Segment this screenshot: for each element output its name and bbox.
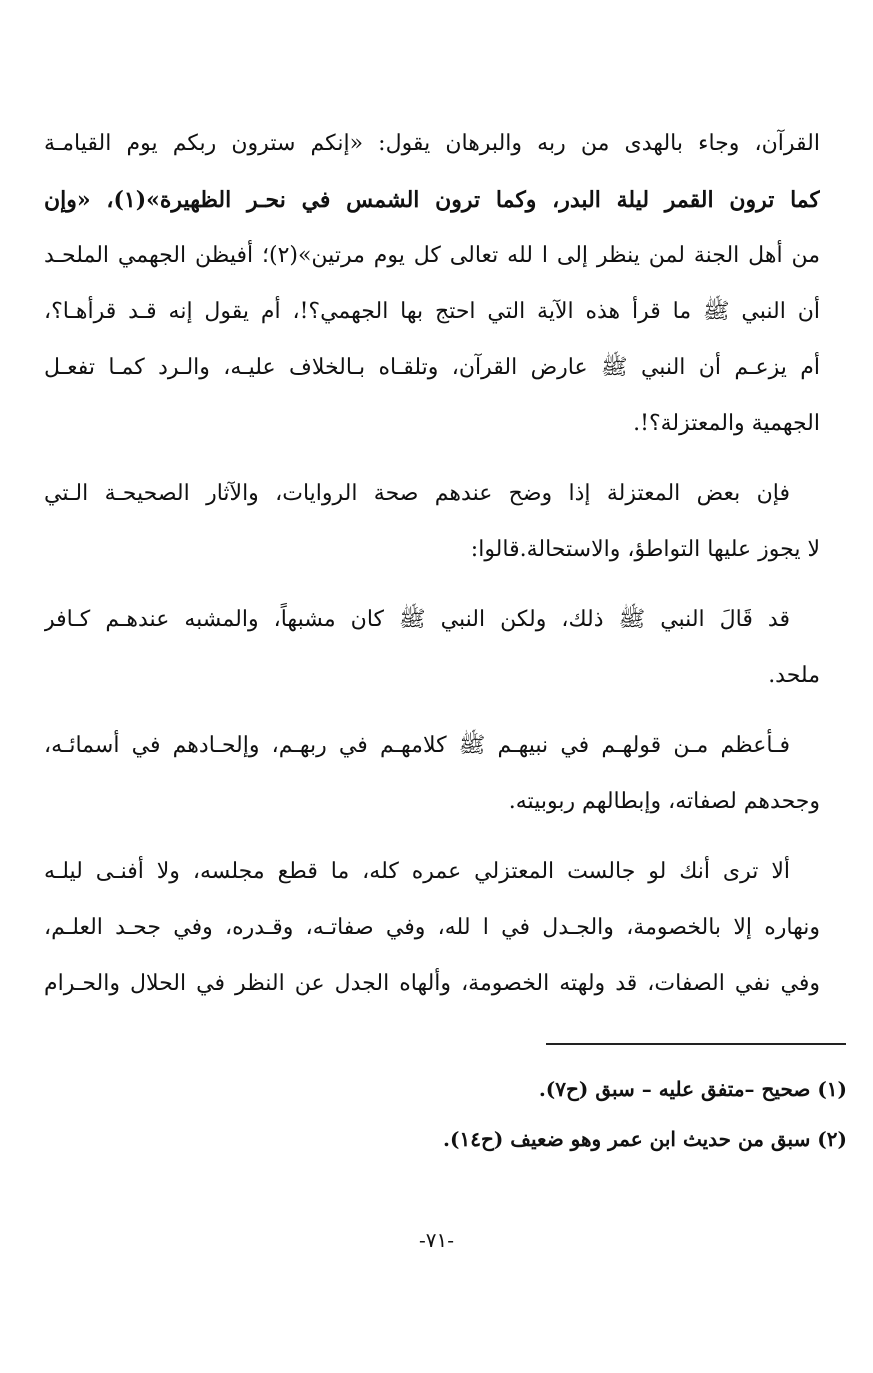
text-line: الجهمية والمعتزلة؟!. [633, 411, 820, 436]
page-number: -٧١- [418, 1228, 454, 1252]
text-line: فإن بعض المعتزلة إذا وضح عندهم صحة الروايات، والآثار الصحيحـة الـتي [44, 481, 790, 506]
text-line: القرآن، وجاء بالهدى من ربه والبرهان يقول: «إنكم سترون ربكم يوم القيامـة [44, 131, 820, 156]
text-line: قد قَالَ النبي ﷺ ذلك، ولكن النبي ﷺ كان مشبهاً، والمشبه عندهـم كـافر [44, 607, 790, 632]
footnote: (٢) سبق من حديث ابن عمر وهو ضعيف (ح١٤). [443, 1127, 847, 1151]
paragraph-gap [44, 830, 820, 844]
text-line: أم يزعـم أن النبي ﷺ عارض القرآن، وتلقـاه بـالخلاف عليـه، والـرد كمـا تفعـل [44, 355, 820, 380]
text-line: ونهاره إلا بالخصومة، والجـدل في ا لله، وفي صفاتـه، وقـدره، وفي جحـد العلـم، [44, 915, 820, 940]
text-line: وفي نفي الصفات، قد ولهته الخصومة، وألهاه الجدل عن النظر في الحلال والحـرام [44, 971, 820, 996]
paragraph-gap [44, 452, 820, 466]
footnote: (١) صحيح –متفق عليه – سبق (ح٧). [538, 1077, 847, 1101]
text-line: لا يجوز عليها التواطؤ، والاستحالة.قالوا: [470, 537, 820, 562]
text-line: فـأعظم مـن قولهـم في نبيهـم ﷺ كلامهـم في ربهـم، وإلحـادهم في أسمائـه، [44, 733, 790, 758]
text-line: من أهل الجنة لمن ينظر إلى ا لله تعالى كل يوم مرتين»(٢)؛ أفيظن الجهمي الملحـد [44, 243, 820, 268]
text-line: ألا ترى أنك لو جالست المعتزلي عمره كله، ما قطع مجلسه، ولا أفنـى ليلـه [44, 859, 790, 884]
paragraph-gap [44, 704, 820, 718]
text-line: وجحدهم لصفاته، وإبطالهم ربوبيته. [508, 789, 820, 814]
main-text [44, 116, 820, 1012]
footnote-separator [546, 1043, 846, 1045]
paragraph-gap [44, 578, 820, 592]
footnotes [60, 1064, 847, 1164]
text-line: كما ترون القمر ليلة البدر، وكما ترون الشمس في نحـر الظهيرة»(١)، «وإن [44, 187, 820, 213]
text-line: ملحد. [768, 663, 820, 688]
text-line: أن النبي ﷺ ما قرأ هذه الآية التي احتج بها الجهمي؟!، أم يقول إنه قـد قرأهـا؟، [44, 299, 820, 324]
